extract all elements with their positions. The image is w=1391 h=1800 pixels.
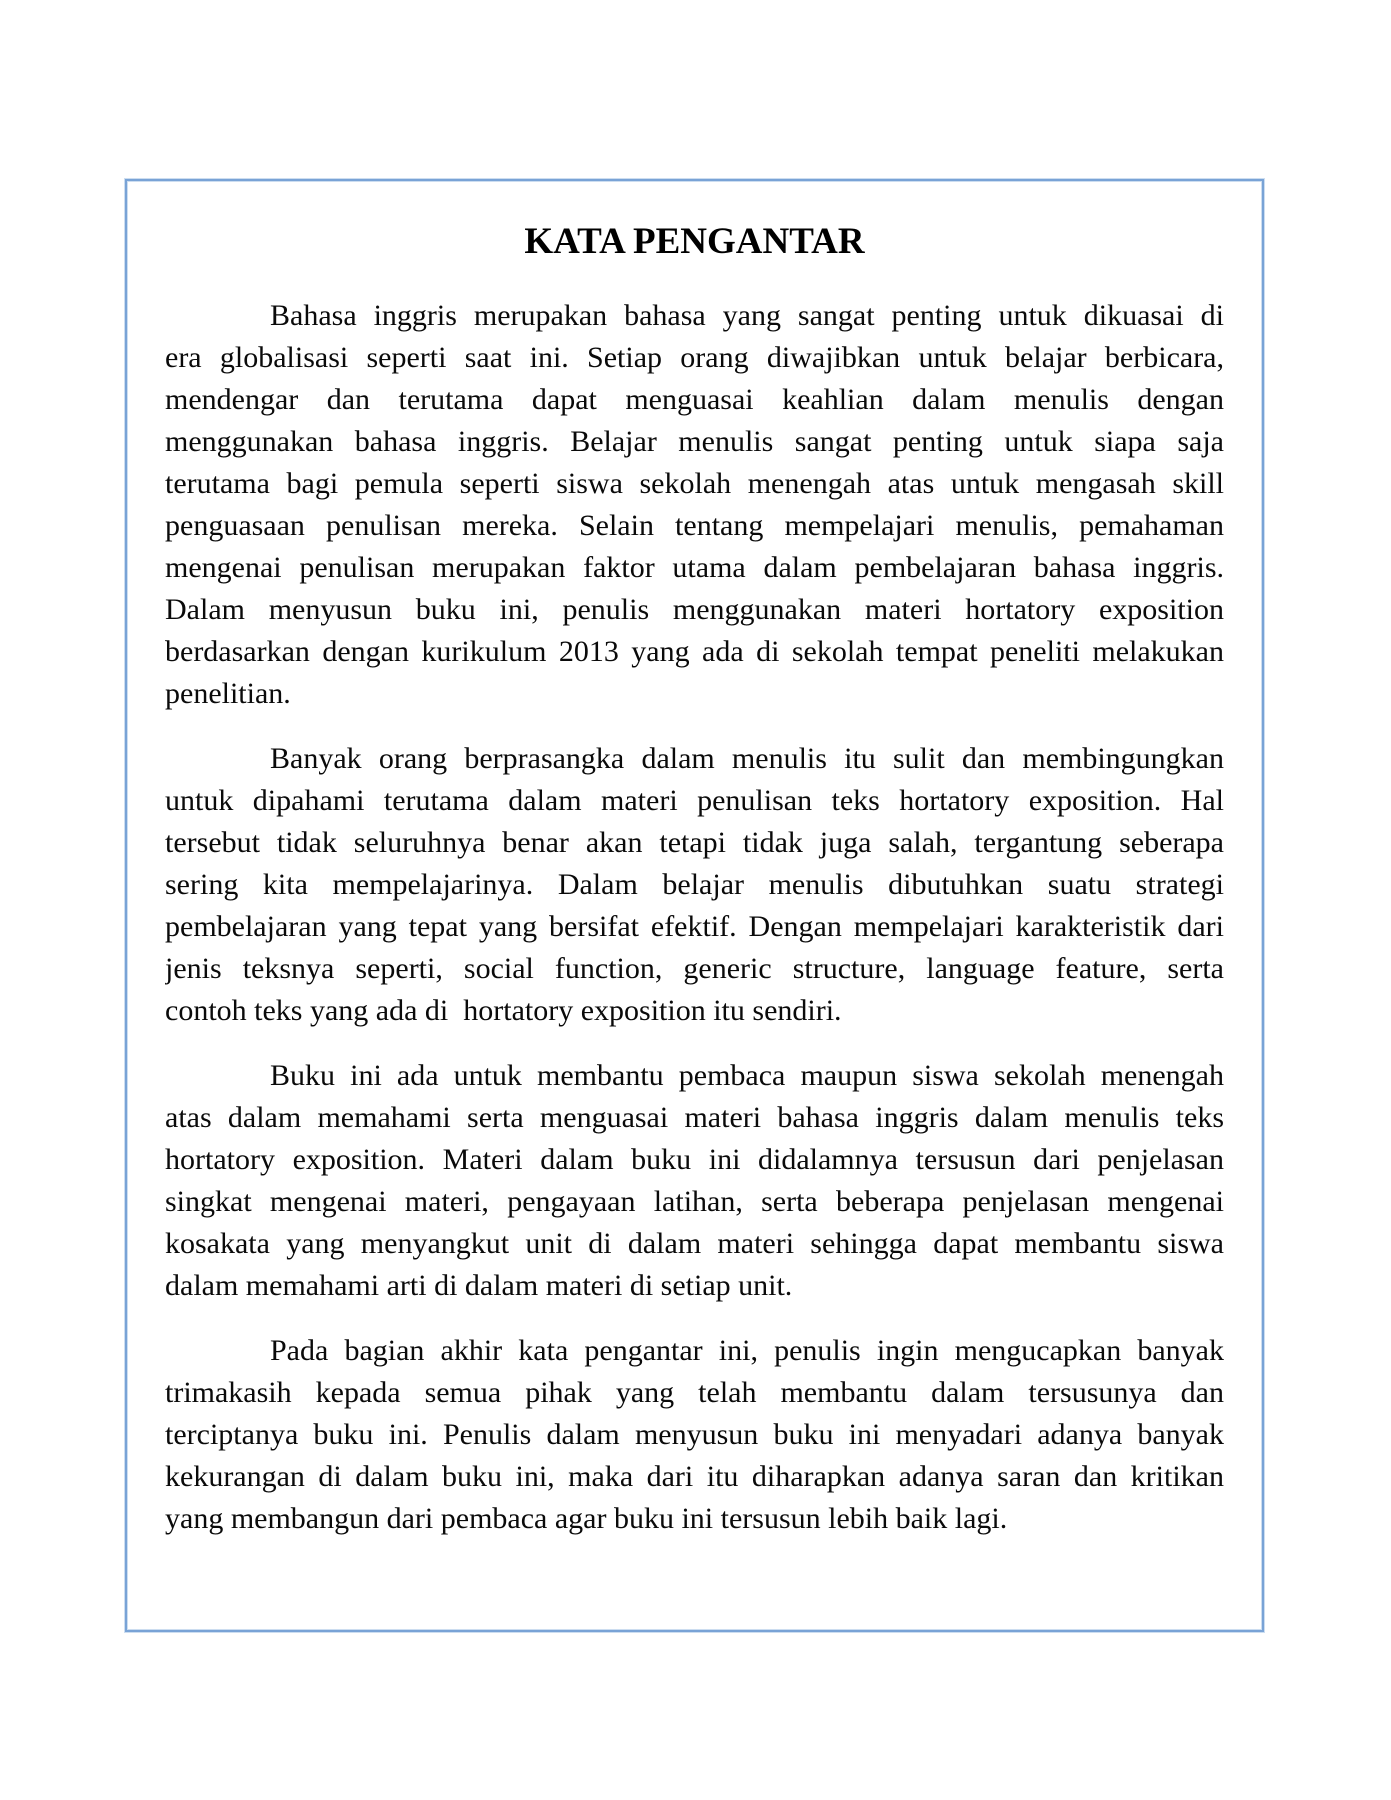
- text-line: terciptanya buku ini. Penulis dalam menyusun buku ini menyadari adanya banyak: [165, 1418, 1224, 1451]
- text-line: Bahasa inggris merupakan bahasa yang sangat penting untuk dikuasai di: [270, 299, 1224, 332]
- text-line: era globalisasi seperti saat ini. Setiap orang diwajibkan untuk belajar berbicara,: [165, 341, 1224, 374]
- text-line: atas dalam memahami serta menguasai materi bahasa inggris dalam menulis teks: [165, 1101, 1224, 1134]
- text-line: trimakasih kepada semua pihak yang telah membantu dalam tersusunya dan: [165, 1376, 1224, 1409]
- text-line: jenis teksnya seperti, social function, generic structure, language feature, serta: [165, 952, 1224, 985]
- text-line: mengenai penulisan merupakan faktor utama dalam pembelajaran bahasa inggris.: [165, 551, 1224, 584]
- text-line: singkat mengenai materi, pengayaan latihan, serta beberapa penjelasan mengenai: [165, 1185, 1224, 1218]
- text-line: pembelajaran yang tepat yang bersifat efektif. Dengan mempelajari karakteristik dari: [165, 910, 1224, 943]
- text-line: Dalam menyusun buku ini, penulis menggunakan materi hortatory exposition: [165, 593, 1224, 626]
- text-line: dalam memahami arti di dalam materi di setiap unit.: [165, 1269, 793, 1302]
- page-border-frame: [125, 179, 1264, 1632]
- text-line: kekurangan di dalam buku ini, maka dari itu diharapkan adanya saran dan kritikan: [165, 1460, 1224, 1493]
- text-line: tersebut tidak seluruhnya benar akan tetapi tidak juga salah, tergantung seberapa: [165, 826, 1224, 859]
- text-line: terutama bagi pemula seperti siswa sekolah menengah atas untuk mengasah skill: [165, 467, 1224, 500]
- paragraph: [165, 1055, 1224, 1307]
- text-line: mendengar dan terutama dapat menguasai keahlian dalam menulis dengan: [165, 383, 1224, 416]
- document-body: [165, 295, 1224, 1540]
- text-line: berdasarkan dengan kurikulum 2013 yang ada di sekolah tempat peneliti melakukan: [165, 635, 1224, 668]
- text-line: menggunakan bahasa inggris. Belajar menulis sangat penting untuk siapa saja: [165, 425, 1224, 458]
- text-line: contoh teks yang ada di hortatory exposition itu sendiri.: [165, 994, 842, 1027]
- text-line: kosakata yang menyangkut unit di dalam materi sehingga dapat membantu siswa: [165, 1227, 1224, 1260]
- text-line: yang membangun dari pembaca agar buku ini tersusun lebih baik lagi.: [165, 1502, 1008, 1535]
- paragraph: [165, 295, 1224, 715]
- text-line: Buku ini ada untuk membantu pembaca maupun siswa sekolah menengah: [270, 1059, 1224, 1092]
- text-line: untuk dipahami terutama dalam materi penulisan teks hortatory exposition. Hal: [165, 784, 1224, 817]
- text-line: penguasaan penulisan mereka. Selain tentang mempelajari menulis, pemahaman: [165, 509, 1224, 542]
- paragraph: [165, 738, 1224, 1032]
- text-line: hortatory exposition. Materi dalam buku ini didalamnya tersusun dari penjelasan: [165, 1143, 1224, 1176]
- paragraph: [165, 1330, 1224, 1540]
- text-line: Banyak orang berprasangka dalam menulis itu sulit dan membingungkan: [270, 742, 1224, 775]
- page-title: KATA PENGANTAR: [524, 221, 865, 262]
- text-line: penelitian.: [165, 677, 291, 710]
- text-line: Pada bagian akhir kata pengantar ini, penulis ingin mengucapkan banyak: [270, 1334, 1224, 1367]
- text-line: sering kita mempelajarinya. Dalam belajar menulis dibutuhkan suatu strategi: [165, 868, 1224, 901]
